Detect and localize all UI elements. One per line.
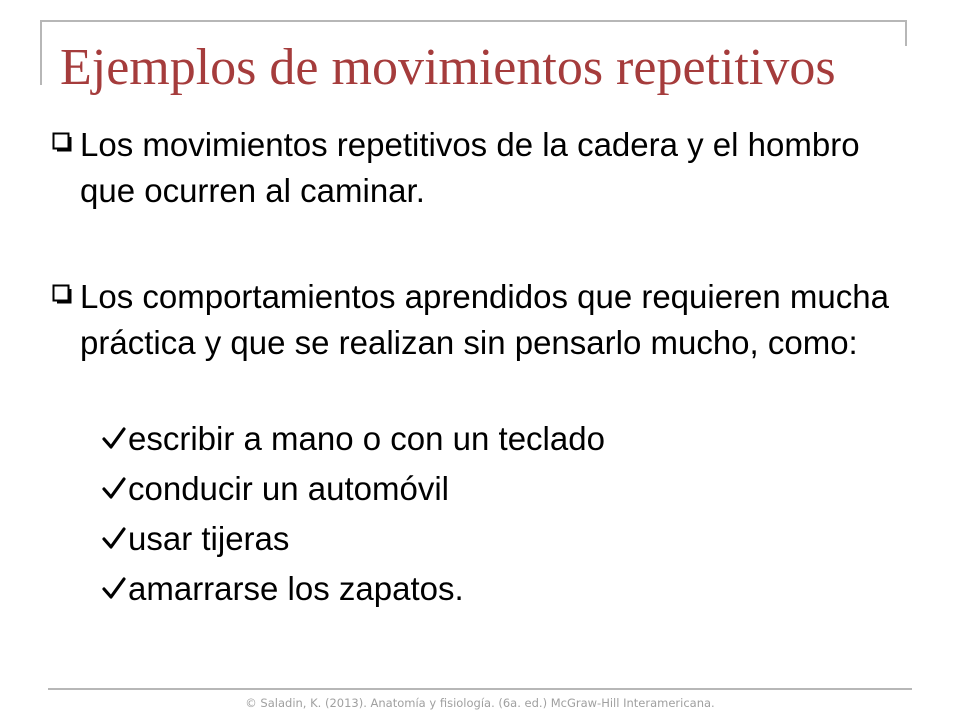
square-bullet-icon: [46, 122, 80, 168]
square-bullet-icon: [46, 274, 80, 320]
bullet-text: Los movimientos repetitivos de la cadera y el hombro que ocurren al caminar.: [80, 126, 860, 209]
list-item-text: escribir a mano o con un teclado: [128, 420, 605, 457]
example-list: [100, 416, 900, 616]
checkmark-icon: [100, 566, 128, 612]
bullet-text: Los comportamientos aprendidos que requieren mucha práctica y que se realizan sin pensarlo mucho, como:: [80, 278, 889, 361]
list-item: [100, 566, 900, 616]
frame-top-line: [40, 20, 906, 22]
bullet-item: [46, 274, 906, 366]
list-item-text: amarrarse los zapatos.: [128, 570, 464, 607]
checkmark-icon: [100, 466, 128, 512]
slide-title: Ejemplos de movimientos repetitivos: [60, 39, 836, 96]
list-item: [100, 416, 900, 466]
list-item-text: conducir un automóvil: [128, 470, 450, 507]
footer-citation: © Saladin, K. (2013). Anatomía y fisiología. (6a. ed.) McGraw-Hill Interamericana.: [245, 696, 715, 710]
bullet-item: [46, 122, 906, 214]
list-item: [100, 516, 900, 566]
list-item: [100, 466, 900, 516]
footer-divider: [48, 688, 912, 690]
checkmark-icon: [100, 416, 128, 462]
frame-left-line: [40, 20, 42, 85]
list-item-text: usar tijeras: [128, 520, 290, 557]
checkmark-icon: [100, 516, 128, 562]
